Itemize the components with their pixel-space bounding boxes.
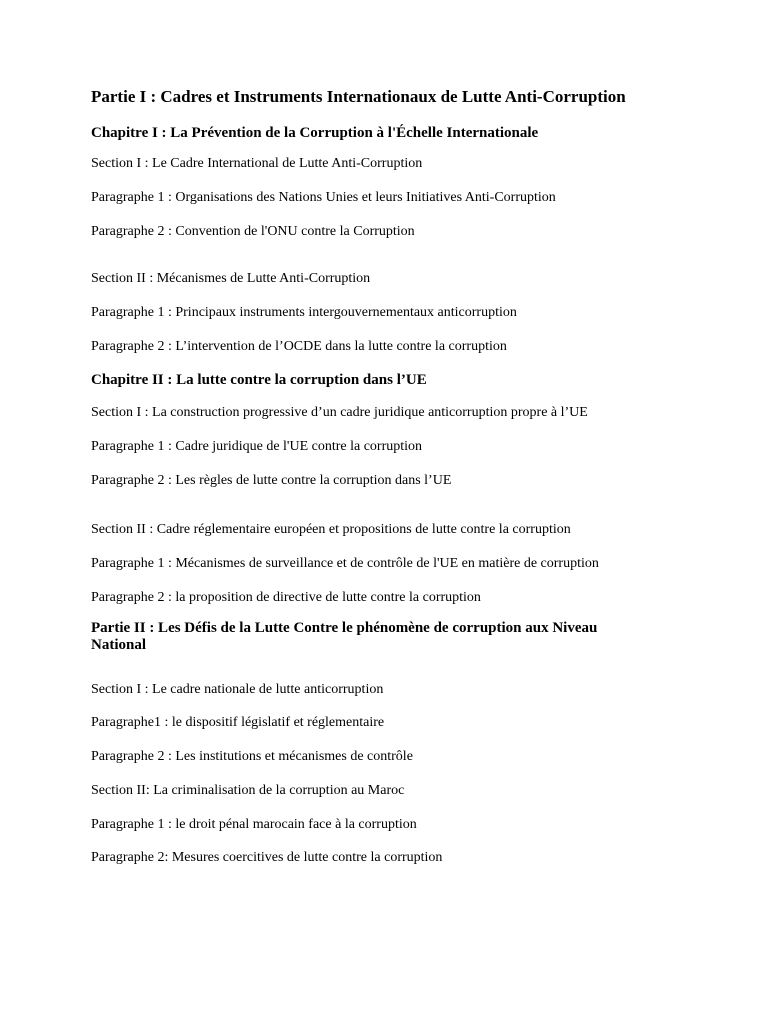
partie-2-heading: Partie II : Les Défis de la Lutte Contre le phénomène de corruption aux Niveau National bbox=[91, 620, 598, 653]
section-heading: Section II : Cadre réglementaire européen et propositions de lutte contre la corruption bbox=[91, 522, 571, 537]
section-heading: Section II : Mécanismes de Lutte Anti-Corruption bbox=[91, 271, 371, 286]
paragraph-heading: Paragraphe 1 : Principaux instruments intergouvernementaux anticorruption bbox=[91, 305, 517, 320]
section-heading: Section II: La criminalisation de la corruption au Maroc bbox=[91, 783, 405, 798]
paragraph-heading: Paragraphe 2 : L’intervention de l’OCDE dans la lutte contre la corruption bbox=[91, 339, 507, 354]
paragraph-heading: Paragraphe 2: Mesures coercitives de lutte contre la corruption bbox=[91, 850, 443, 865]
paragraph-heading: Paragraphe 2 : la proposition de directive de lutte contre la corruption bbox=[91, 590, 481, 605]
paragraph-heading: Paragraphe 2 : Les règles de lutte contre la corruption dans l’UE bbox=[91, 473, 452, 488]
paragraph-heading: Paragraphe 2 : Les institutions et mécanismes de contrôle bbox=[91, 749, 413, 764]
section-heading: Section I : Le Cadre International de Lutte Anti-Corruption bbox=[91, 156, 423, 171]
paragraph-heading: Paragraphe 1 : le droit pénal marocain face à la corruption bbox=[91, 817, 417, 832]
paragraph-heading: Paragraphe1 : le dispositif législatif et réglementaire bbox=[91, 715, 385, 730]
partie-1-heading: Partie I : Cadres et Instruments Internationaux de Lutte Anti-Corruption bbox=[91, 87, 626, 106]
section-heading: Section I : La construction progressive d’un cadre juridique anticorruption propre à l’UE bbox=[91, 405, 588, 420]
paragraph-heading: Paragraphe 1 : Organisations des Nations Unies et leurs Initiatives Anti-Corruption bbox=[91, 190, 556, 205]
section-heading: Section I : Le cadre nationale de lutte anticorruption bbox=[91, 682, 384, 697]
paragraph-heading: Paragraphe 1 : Cadre juridique de l'UE contre la corruption bbox=[91, 439, 423, 454]
chapitre-1-heading: Chapitre I : La Prévention de la Corruption à l'Échelle Internationale bbox=[91, 125, 539, 141]
chapitre-2-heading: Chapitre II : La lutte contre la corruption dans l’UE bbox=[91, 372, 427, 388]
paragraph-heading: Paragraphe 1 : Mécanismes de surveillance et de contrôle de l'UE en matière de corruption bbox=[91, 556, 599, 571]
paragraph-heading: Paragraphe 2 : Convention de l'ONU contre la Corruption bbox=[91, 224, 415, 239]
